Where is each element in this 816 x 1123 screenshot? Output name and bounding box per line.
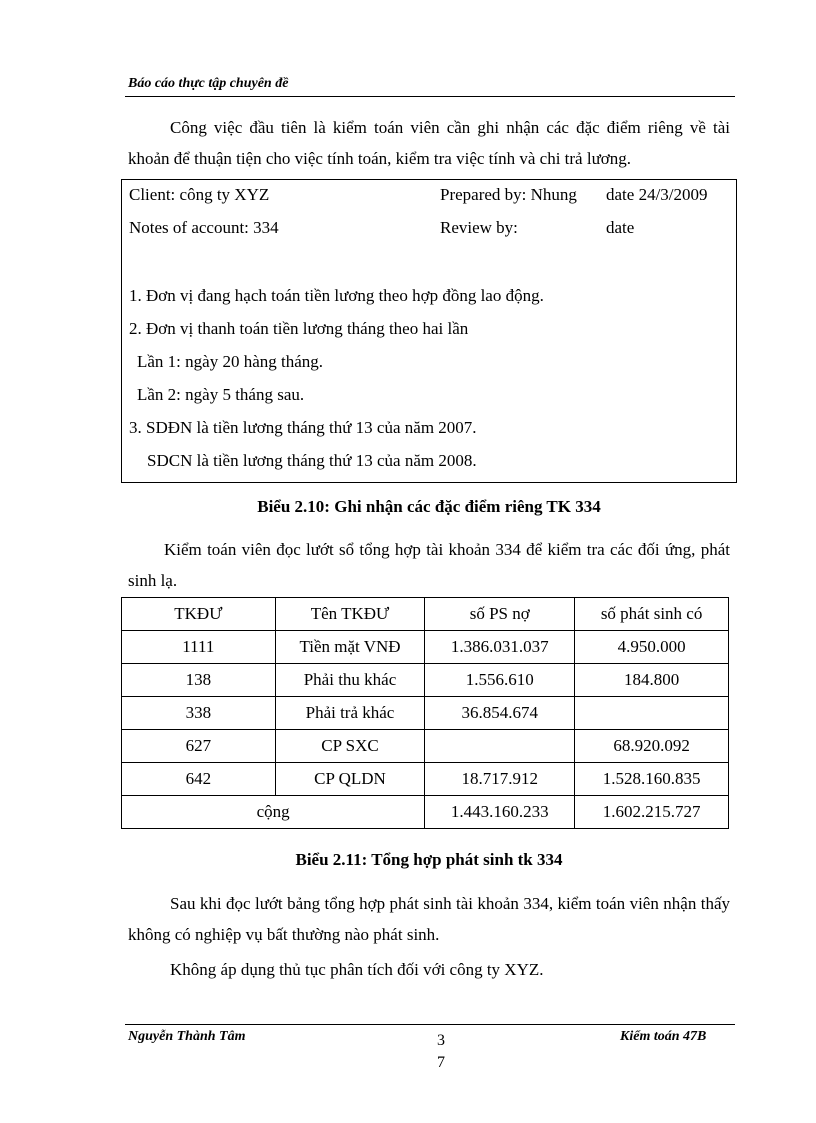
total-label-cell: cộng [122, 796, 425, 829]
paragraph-review-ledger [128, 534, 730, 596]
footer-author: Nguyễn Thành Tâm [128, 1029, 246, 1044]
table-cell: Tiền mặt VNĐ [275, 631, 425, 664]
header-cell: số PS nợ [425, 598, 575, 631]
prepared-by-label: Prepared by: Nhung [440, 185, 577, 204]
total-debit-cell: 1.443.160.233 [425, 796, 575, 829]
table-cell: 1.528.160.835 [575, 763, 729, 796]
table-cell: 68.920.092 [575, 730, 729, 763]
note-item: Lần 2: ngày 5 tháng sau. [137, 385, 305, 404]
account-summary-table [121, 597, 729, 829]
note-item: SDCN là tiền lương tháng thứ 13 của năm 2008. [147, 451, 477, 470]
caption-figure-2-10: Biểu 2.10: Ghi nhận các đặc điểm riêng TK 334 [257, 497, 601, 516]
table-cell: 36.854.674 [425, 697, 575, 730]
table-cell: Phải trả khác [275, 697, 425, 730]
table-cell: 1111 [122, 631, 276, 664]
paragraph-no-analysis [128, 954, 730, 985]
date-prepared: date 24/3/2009 [606, 185, 708, 204]
table-header-row [122, 598, 729, 631]
table-cell: 1.556.610 [425, 664, 575, 697]
header-cell: TKĐƯ [122, 598, 276, 631]
table-row [122, 631, 729, 664]
table-row [122, 664, 729, 697]
table-cell: 642 [122, 763, 276, 796]
table-cell [425, 730, 575, 763]
note-item: 1. Đơn vị đang hạch toán tiền lương theo hợp đồng lao động. [129, 286, 544, 305]
paragraph-review-text: Kiểm toán viên đọc lướt sổ tổng hợp tài khoản 334 để kiểm tra các đối ứng, phát sinh lạ. [128, 540, 730, 590]
intro-paragraph [128, 112, 730, 174]
footer-class: Kiểm toán 47B [620, 1029, 707, 1044]
page-number: 37 [437, 1032, 445, 1071]
header-rule [125, 96, 735, 97]
notes-of-account-label: Notes of account: 334 [129, 218, 279, 237]
header-cell: Tên TKĐƯ [275, 598, 425, 631]
client-label: Client: công ty XYZ [129, 185, 270, 204]
note-item: 3. SDĐN là tiền lương tháng thứ 13 của năm 2007. [129, 418, 477, 437]
header-cell: số phát sinh có [575, 598, 729, 631]
table-cell: CP SXC [275, 730, 425, 763]
table-cell: 338 [122, 697, 276, 730]
intro-text: Công việc đầu tiên là kiểm toán viên cần ghi nhận các đặc điểm riêng về tài khoản để thuận tiện cho việc tính toán, kiểm tra việc tính và chi trả lương. [128, 118, 730, 168]
table-cell: 4.950.000 [575, 631, 729, 664]
paragraph-no-analysis-text: Không áp dụng thủ tục phân tích đối với công ty XYZ. [170, 960, 544, 979]
date-review: date [606, 218, 635, 237]
table-cell: 1.386.031.037 [425, 631, 575, 664]
running-header: Báo cáo thực tập chuyên đề [128, 76, 289, 91]
table-cell: 18.717.912 [425, 763, 575, 796]
paragraph-conclusion-text: Sau khi đọc lướt bảng tổng hợp phát sinh tài khoản 334, kiểm toán viên nhận thấy không có nghiệp vụ bất thường nào phát sinh. [128, 894, 730, 944]
table-cell: 138 [122, 664, 276, 697]
table-cell: Phải thu khác [275, 664, 425, 697]
table-row [122, 763, 729, 796]
paragraph-conclusion [128, 888, 730, 950]
note-item: Lần 1: ngày 20 hàng tháng. [137, 352, 324, 371]
table-row [122, 697, 729, 730]
table-cell [575, 697, 729, 730]
table-cell: 627 [122, 730, 276, 763]
table-row [122, 730, 729, 763]
caption-figure-2-11: Biểu 2.11: Tổng hợp phát sinh tk 334 [295, 850, 563, 869]
table-total-row [122, 796, 729, 829]
table-cell: 184.800 [575, 664, 729, 697]
table-cell: CP QLDN [275, 763, 425, 796]
audit-notes-box [121, 179, 737, 483]
footer-rule [125, 1024, 735, 1025]
note-item: 2. Đơn vị thanh toán tiền lương tháng theo hai lần [129, 319, 469, 338]
review-by-label: Review by: [440, 218, 518, 237]
total-credit-cell: 1.602.215.727 [575, 796, 729, 829]
